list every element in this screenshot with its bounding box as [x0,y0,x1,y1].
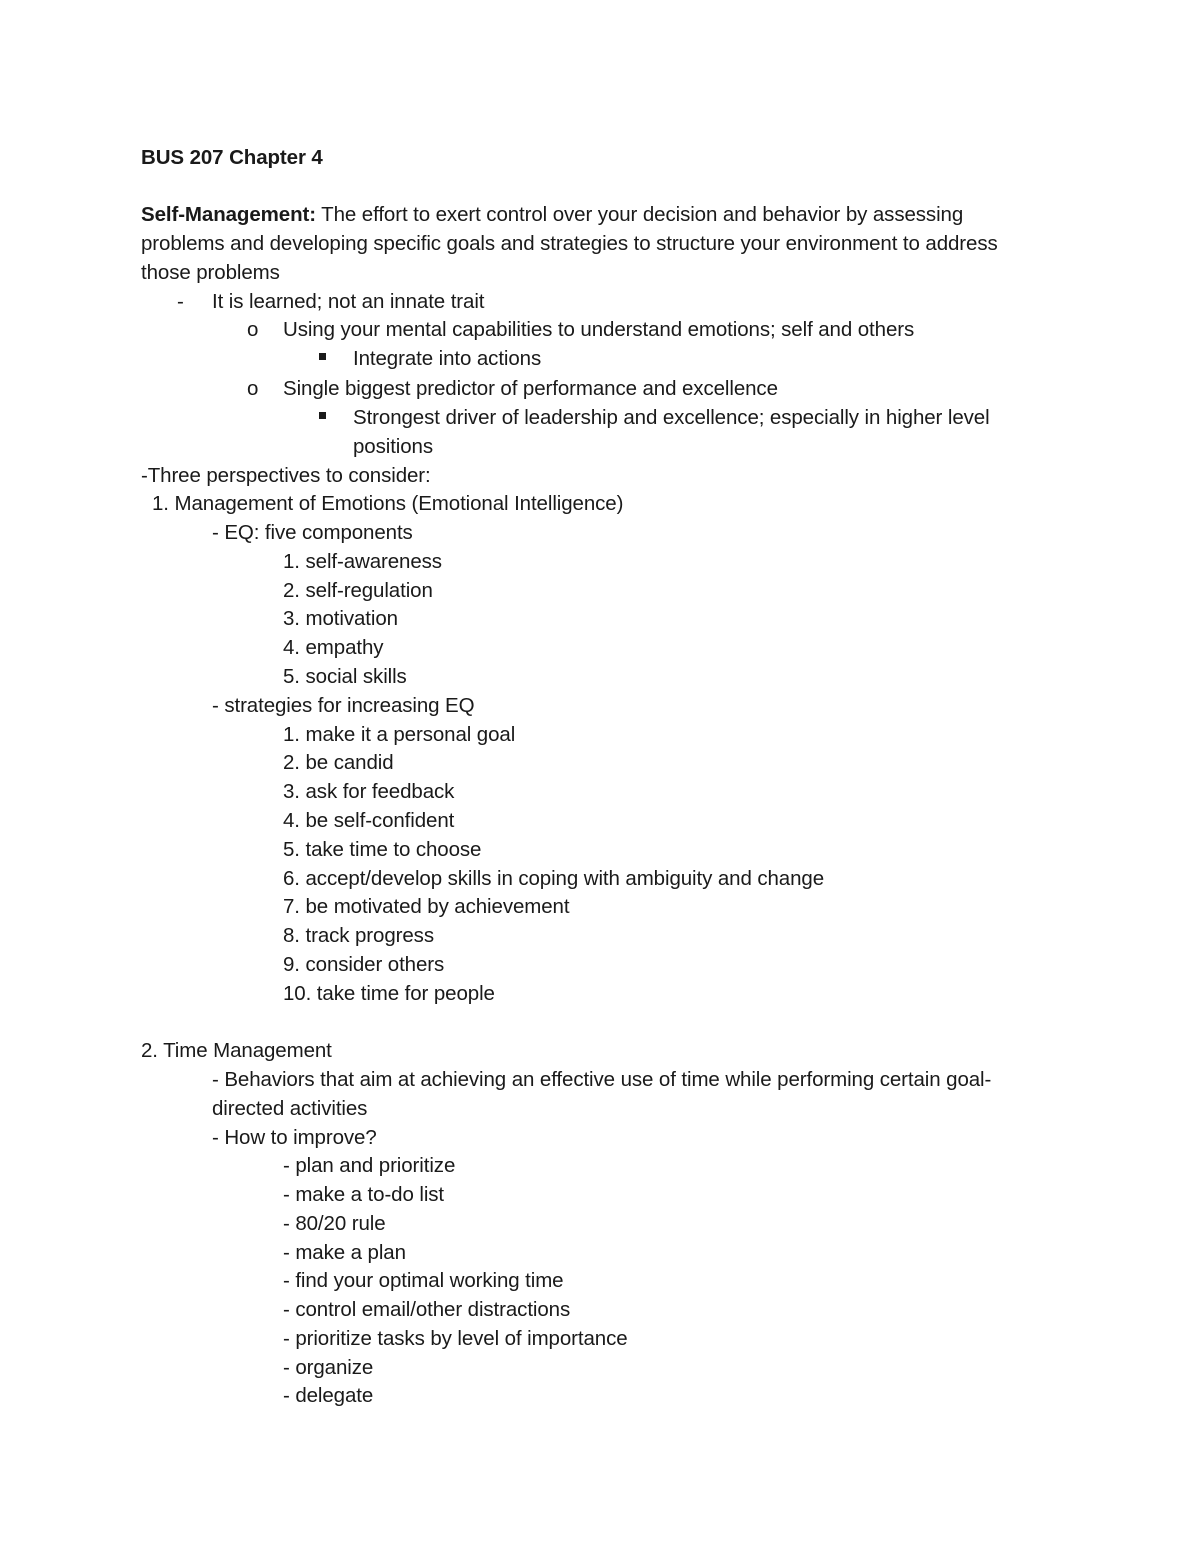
strategy-item: 1. make it a personal goal [283,723,516,746]
improve-item: - make a plan [283,1241,406,1264]
perspectives-intro: -Three perspectives to consider: [141,464,431,487]
definition-text-1: The effort to exert control over your decision and behavior by assessing [315,203,964,226]
improve-item: - plan and prioritize [283,1154,456,1177]
strategy-item: 2. be candid [283,751,394,774]
strategy-item: 3. ask for feedback [283,780,455,803]
time-definition-1: - Behaviors that aim at achieving an effective use of time while performing certain goal- [212,1068,992,1091]
improve-heading: - How to improve? [212,1126,377,1149]
time-definition-2: directed activities [212,1097,368,1120]
definition-term: Self-Management: [141,203,316,226]
definition-line-1 [141,200,963,229]
bullet-biggest-predictor: Single biggest predictor of performance and excellence [283,377,778,400]
bullet-learned: It is learned; not an innate trait [212,290,485,313]
document-title: BUS 207 Chapter 4 [141,146,323,169]
strategy-item: 10. take time for people [283,982,495,1005]
circle-bullet-marker: o [247,318,259,341]
improve-item: - control email/other distractions [283,1298,571,1321]
bullet-strongest-driver-2: positions [353,435,434,458]
eq-item: 4. empathy [283,636,384,659]
bullet-strongest-driver-1: Strongest driver of leadership and excellence; especially in higher level [353,406,990,429]
dash-bullet-marker: - [177,290,184,313]
square-bullet-marker [319,353,326,360]
square-bullet-marker [319,412,326,419]
improve-item: - prioritize tasks by level of importance [283,1327,628,1350]
improve-item: - organize [283,1356,374,1379]
definition-line-2: problems and developing specific goals and strategies to structure your environment to address [141,232,998,255]
strategies-heading: - strategies for increasing EQ [212,694,475,717]
improve-item: - make a to-do list [283,1183,445,1206]
improve-item: - delegate [283,1384,374,1407]
strategy-item: 8. track progress [283,924,434,947]
circle-bullet-marker: o [247,377,259,400]
improve-item: - find your optimal working time [283,1269,564,1292]
bullet-integrate-actions: Integrate into actions [353,347,542,370]
eq-heading: - EQ: five components [212,521,413,544]
bullet-mental-capabilities: Using your mental capabilities to understand emotions; self and others [283,318,915,341]
eq-item: 3. motivation [283,607,398,630]
eq-item: 2. self-regulation [283,579,433,602]
strategy-item: 9. consider others [283,953,445,976]
section-2-heading: 2. Time Management [141,1039,332,1062]
eq-item: 1. self-awareness [283,550,442,573]
definition-line-3: those problems [141,261,280,284]
improve-item: - 80/20 rule [283,1212,386,1235]
eq-item: 5. social skills [283,665,407,688]
section-1-heading: 1. Management of Emotions (Emotional Intelligence) [152,492,624,515]
strategy-item: 5. take time to choose [283,838,482,861]
strategy-item: 7. be motivated by achievement [283,895,570,918]
strategy-item: 6. accept/develop skills in coping with ambiguity and change [283,867,824,890]
strategy-item: 4. be self-confident [283,809,455,832]
